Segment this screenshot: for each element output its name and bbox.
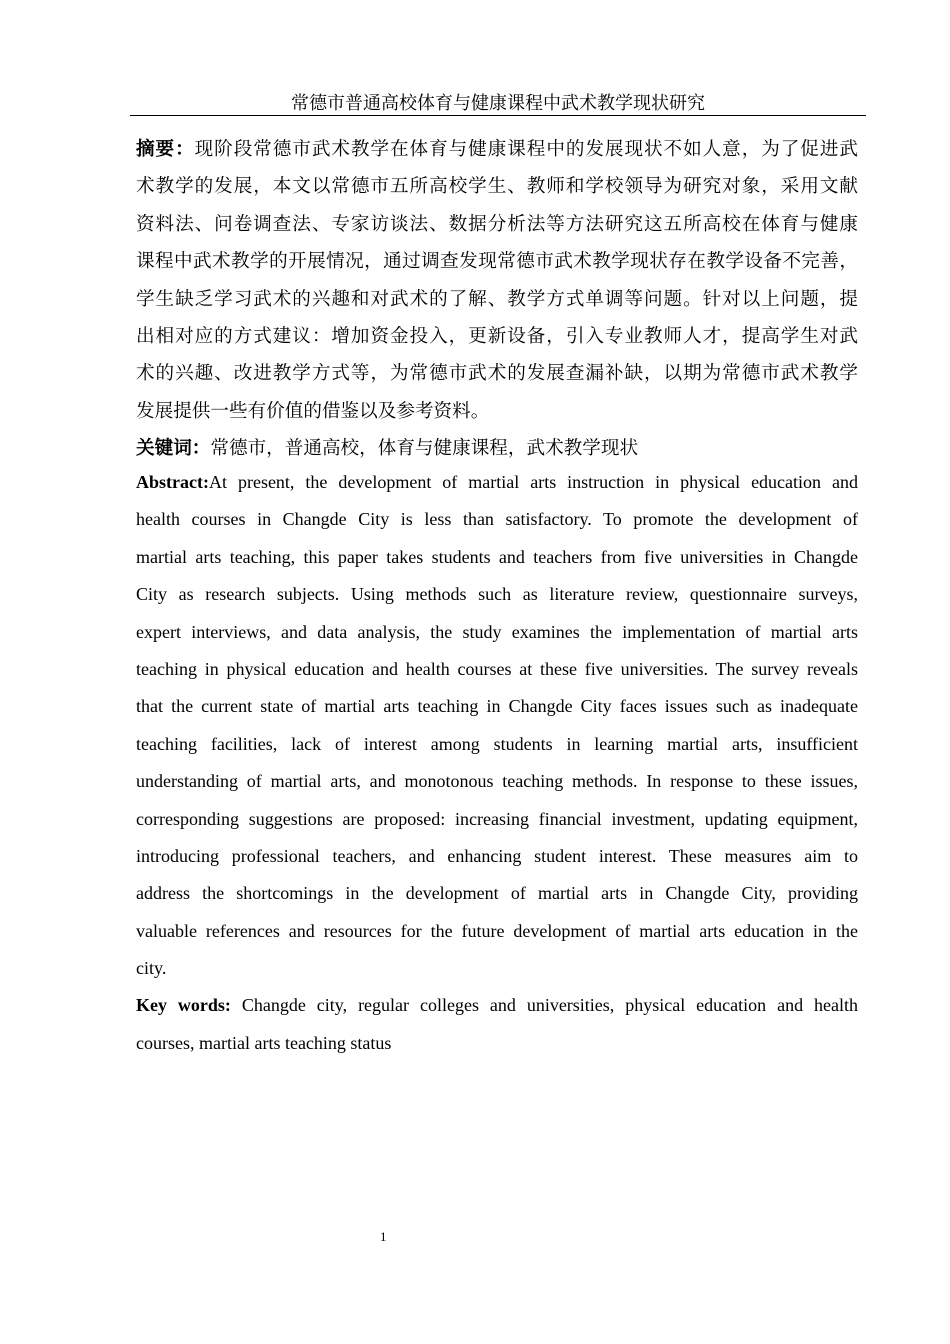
abstract-line: 发展提供一些有价值的借鉴以及参考资料。	[136, 400, 490, 422]
keywords-text: 常德市，普通高校，体育与健康课程，武术教学现状	[210, 438, 639, 460]
abstract-line	[136, 131, 858, 168]
keywords-en	[136, 987, 858, 1024]
keywords-text: courses, martial arts teaching status	[136, 1032, 392, 1053]
abstract-text: At present, the development of martial arts instruction in physical education and	[208, 472, 858, 492]
english-abstract	[136, 464, 858, 1062]
abstract-line: martial arts teaching, this paper takes students and teachers from five universities in Changde	[136, 546, 858, 567]
running-header-title: 常德市普通高校体育与健康课程中武术教学现状研究	[291, 93, 705, 113]
abstract-line: teaching in physical education and health courses at these five universities. The survey reveals	[136, 658, 858, 679]
abstract-line: 资料法、问卷调查法、专家访谈法、数据分析法等方法研究这五所高校在体育与健康	[136, 213, 858, 235]
abstract-line: 学生缺乏学习武术的兴趣和对武术的了解、教学方式单调等问题。针对以上问题，提	[136, 288, 858, 310]
abstract-line: 课程中武术教学的开展情况，通过调查发现常德市武术教学现状存在教学设备不完善，	[136, 251, 858, 273]
abstract-line: city.	[136, 958, 167, 979]
abstract-line: teaching facilities, lack of interest among students in learning martial arts, insufficient	[136, 733, 858, 754]
abstract-text: 现阶段常德市武术教学在体育与健康课程中的发展现状不如人意，为了促进武	[194, 139, 858, 160]
chinese-abstract	[136, 131, 858, 468]
abstract-line: that the current state of martial arts teaching in Changde City faces issues such as inadequate	[136, 696, 858, 717]
keywords-text: Changde city, regular colleges and universities, physical education and health	[230, 995, 858, 1016]
abstract-line: expert interviews, and data analysis, the study examines the implementation of martial arts	[136, 621, 858, 642]
abstract-line	[136, 464, 858, 501]
header-rule	[130, 115, 866, 116]
abstract-line: 术教学的发展，本文以常德市五所高校学生、教师和学校领导为研究对象，采用文献	[136, 176, 858, 198]
abstract-line: address the shortcomings in the development of martial arts in Changde City, providing	[136, 883, 858, 904]
keywords-cn	[136, 430, 858, 467]
abstract-line: City as research subjects. Using methods such as literature review, questionnaire surveys,	[136, 584, 858, 605]
abstract-line: health courses in Changde City is less than satisfactory. To promote the development of	[136, 509, 858, 530]
page-number: 1	[380, 1229, 387, 1244]
abstract-line: introducing professional teachers, and enhancing student interest. These measures aim to	[136, 845, 858, 866]
abstract-line: 出相对应的方式建议：增加资金投入，更新设备，引入专业教师人才，提高学生对武	[136, 325, 858, 347]
abstract-line: understanding of martial arts, and monotonous teaching methods. In response to these issues,	[136, 771, 858, 792]
abstract-label: 摘要：	[136, 139, 195, 160]
abstract-line: valuable references and resources for the future development of martial arts education in the	[136, 920, 858, 941]
abstract-line: corresponding suggestions are proposed: increasing financial investment, updating equipment,	[136, 808, 858, 829]
abstract-line: 术的兴趣、改进教学方式等，为常德市武术的发展查漏补缺，以期为常德市武术教学	[136, 363, 858, 385]
keywords-label: 关键词：	[136, 438, 211, 460]
keywords-label: Key words:	[136, 995, 231, 1016]
abstract-label: Abstract:	[136, 472, 209, 492]
